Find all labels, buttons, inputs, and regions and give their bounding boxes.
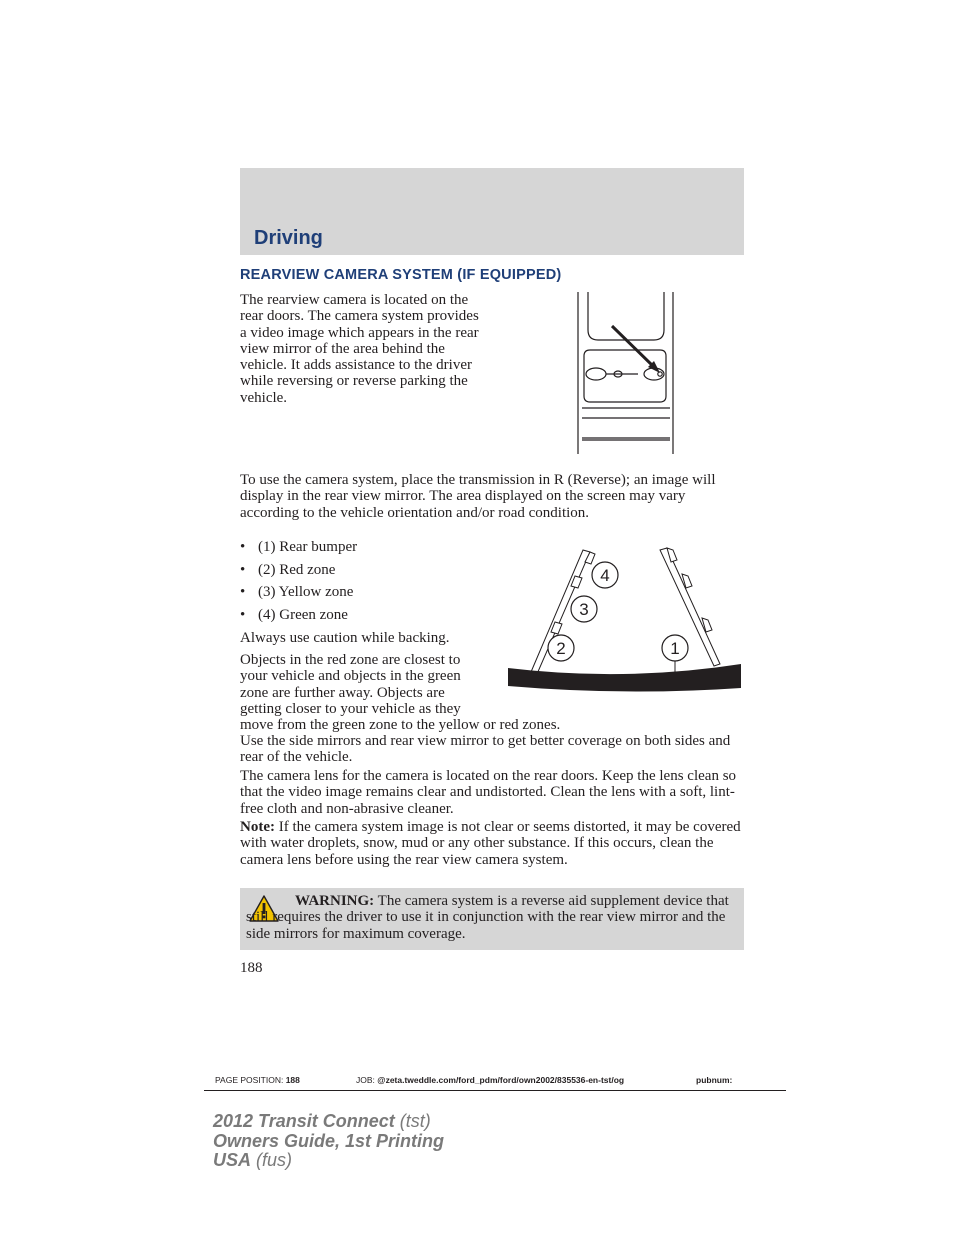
bullet-text: (2) Red zone <box>258 561 336 578</box>
caution-paragraph: Always use caution while backing. <box>240 630 450 646</box>
doc-model: 2012 Transit Connect <box>213 1111 395 1131</box>
list-item <box>240 561 357 584</box>
doc-market: USA <box>213 1150 252 1170</box>
warning-text: The camera system is a reverse aid supplement device that still requires the driver to use it in conjunction with the rear view mirror and the side mirrors for maximum coverage. <box>246 893 729 942</box>
note-text: If the camera system image is not clear or seems distorted, it may be covered with water droplets, snow, mud or any other substance. If this occurs, clean the camera lens before using the rear view camera system. <box>240 819 741 868</box>
doc-info-line-3 <box>213 1151 444 1171</box>
list-item <box>240 583 357 606</box>
svg-text:1: 1 <box>670 639 680 658</box>
chapter-title: Driving <box>254 227 323 249</box>
lens-paragraph: The camera lens for the camera is located on the rear doors. Keep the lens clean so that the video image remains clear and undistorted. Clean the lens with a soft, lint-free cloth and non-abrasive cleaner. <box>240 768 737 817</box>
warning-text-block <box>246 893 736 942</box>
callout-4 <box>592 562 618 588</box>
doc-info-line-1 <box>213 1112 444 1132</box>
bullet-text: (3) Yellow zone <box>258 584 354 600</box>
footer-pubnum <box>696 1075 732 1085</box>
bullet-symbol: • <box>240 539 246 555</box>
rear-door-camera-illustration <box>572 290 682 456</box>
footer-job-label: JOB: <box>356 1075 375 1085</box>
mirrors-paragraph: Use the side mirrors and rear view mirror to get better coverage on both sides and rear of the vehicle. <box>240 733 731 766</box>
document-info <box>213 1112 444 1171</box>
warning-label: WARNING: <box>295 893 375 909</box>
note-label: Note: <box>240 819 275 835</box>
list-item <box>240 606 357 629</box>
section-heading: REARVIEW CAMERA SYSTEM (IF EQUIPPED) <box>240 267 562 283</box>
bullet-text: (4) Green zone <box>258 606 348 623</box>
note-paragraph <box>240 819 744 868</box>
svg-text:2: 2 <box>556 639 566 658</box>
page-number: 188 <box>240 960 263 976</box>
doc-model-code: (tst) <box>394 1111 431 1131</box>
callout-3 <box>571 596 597 622</box>
intro-paragraph: The rearview camera is located on the rear doors. The camera system provides a video image which appears in the rear view mirror of the area behind the vehicle. It adds assistance to the driver while reversing or reverse parking the vehicle. <box>240 292 479 406</box>
use-paragraph: To use the camera system, place the transmission in R (Reverse); an image will display in the rear view mirror. The area displayed on the screen may vary according to the vehicle orientation and/or road condition. <box>240 472 716 521</box>
footer-pubnum-label: pubnum: <box>696 1075 733 1085</box>
bullet-text: (1) Rear bumper <box>258 539 358 555</box>
warning-box <box>240 888 744 950</box>
doc-info-line-2 <box>213 1132 444 1152</box>
zones-paragraph <box>240 652 744 733</box>
zones-paragraph-text: Objects in the red zone are closest to your vehicle and objects in the green zone are further away. Objects are getting closer to your vehicle as they move from the green zone to the yellow or red zones. <box>240 652 561 734</box>
footer-position-value: 188 <box>285 1075 300 1085</box>
footer-job <box>356 1075 624 1085</box>
bullet-symbol: • <box>240 561 246 578</box>
list-item <box>240 538 357 561</box>
footer-position-label: PAGE POSITION: <box>215 1075 284 1085</box>
doc-edition: Owners Guide, 1st Printing <box>213 1130 445 1151</box>
footer-divider <box>204 1090 786 1091</box>
doc-market-code: (fus) <box>251 1150 293 1170</box>
svg-text:4: 4 <box>600 566 610 585</box>
zone-legend-list <box>240 538 357 628</box>
bullet-symbol: • <box>240 584 246 600</box>
svg-text:3: 3 <box>579 600 589 619</box>
bullet-symbol: • <box>240 606 246 623</box>
footer-page-position <box>215 1075 300 1085</box>
footer-job-value: @zeta.tweddle.com/ford_pdm/ford/own2002/835536-en-tst/og <box>377 1075 625 1085</box>
